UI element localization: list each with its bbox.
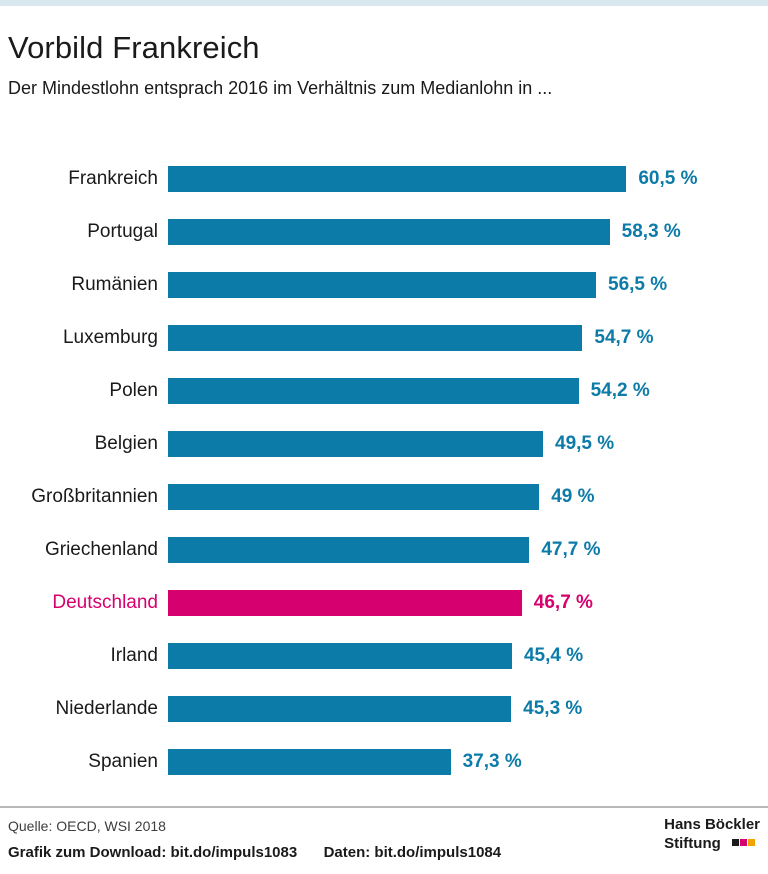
bar [168,537,529,563]
table-row [0,417,768,470]
bar [168,643,512,669]
page-title: Vorbild Frankreich [8,30,260,65]
bar-category-label: Großbritannien [31,485,158,507]
bar-track [168,735,768,788]
logo-line-1: Hans Böckler [664,816,760,833]
bar-track [168,152,768,205]
download-note [8,844,760,861]
bar-category-label: Luxemburg [62,326,158,348]
footer-divider [0,806,768,808]
bar-value-label: 47,7 % [541,538,601,560]
bar-value-label: 37,3 % [462,750,522,772]
page-subtitle: Der Mindestlohn entsprach 2016 im Verhältnis zum Medianlohn in ... [8,78,553,98]
table-row [0,152,768,205]
bar-value-label: 60,5 % [638,167,698,189]
bar-track [168,523,768,576]
data-link-label[interactable]: Daten: bit.do/impuls1084 [323,844,502,861]
table-row [0,205,768,258]
bar [168,749,451,775]
bar-value-label: 45,4 % [523,644,584,666]
bar-category-label: Spanien [88,750,158,772]
bar-track [168,470,768,523]
bar-value-label: 46,7 % [533,591,593,613]
bar-value-label: 45,3 % [523,697,583,719]
bar [168,166,626,192]
bar-category-label: Belgien [94,432,158,454]
table-row [0,629,768,682]
bar-track [168,682,768,735]
bar-category-label: Irland [110,644,158,666]
bar-category-label: Polen [109,379,158,401]
bar-track [168,576,768,629]
table-row [0,576,768,629]
bar-value-label: 58,3 % [621,220,681,242]
bar [168,590,522,616]
bar [168,272,596,298]
table-row [0,523,768,576]
table-row [0,735,768,788]
logo-line-2 [664,833,760,852]
logo-line-2-text: Stiftung [664,835,721,853]
bar-value-label: 54,2 % [590,379,650,401]
bar-track [168,364,768,417]
table-row [0,364,768,417]
bar-track [168,258,768,311]
source-note: Quelle: OECD, WSI 2018 [8,818,166,834]
download-link-label[interactable]: Grafik zum Download: bit.do/impuls1083 [8,844,298,861]
bar-category-label: Niederlande [55,697,158,719]
bar-rows [0,152,768,788]
logo [664,816,760,853]
bar-track [168,629,768,682]
footer [8,818,760,861]
bar-chart [0,152,768,792]
bar-track [168,205,768,258]
bar-track [168,311,768,364]
bar-category-label: Frankreich [68,167,158,189]
table-row [0,258,768,311]
table-row [0,311,768,364]
bar [168,696,511,722]
bar-value-label: 49 % [551,485,595,507]
bar [168,484,539,510]
flag-icon [731,833,755,850]
header [8,30,760,99]
table-row [0,682,768,735]
bar [168,219,610,245]
bar-category-label: Portugal [87,220,158,242]
top-divider [0,0,768,6]
bar-category-label: Rumänien [71,273,158,295]
bar-category-label: Griechenland [44,538,158,560]
bar-track [168,417,768,470]
bar [168,378,579,404]
bar [168,431,543,457]
bar-value-label: 54,7 % [594,326,654,348]
bar-category-label: Deutschland [52,591,158,613]
bar-value-label: 49,5 % [555,432,615,454]
bar-value-label: 56,5 % [608,273,668,295]
table-row [0,470,768,523]
bar [168,325,582,351]
